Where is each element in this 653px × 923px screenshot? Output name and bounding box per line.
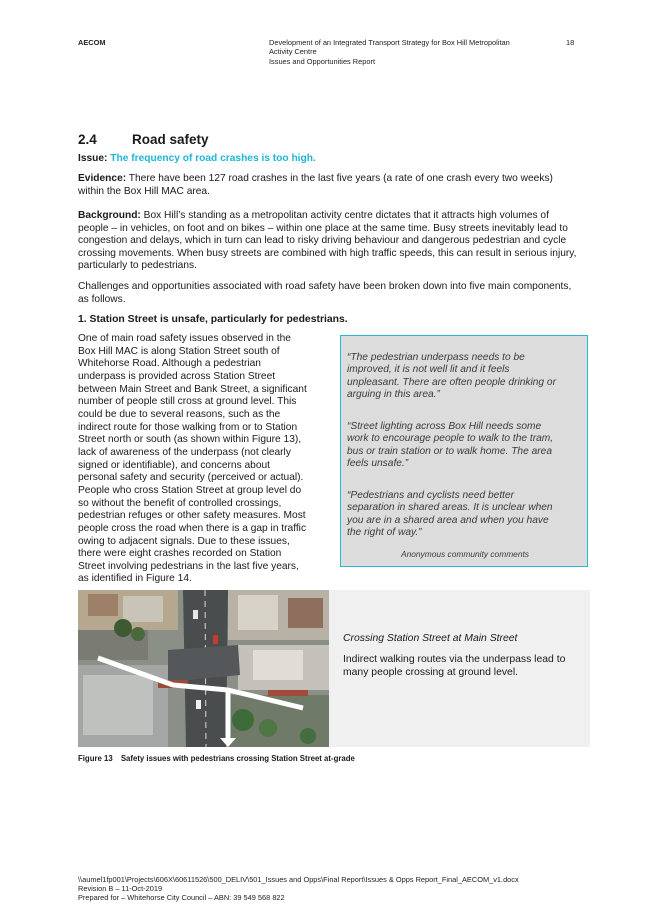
community-quote — [347, 421, 583, 471]
page-number: 18 — [566, 38, 575, 47]
paragraph-line: as identified in Figure 14. — [78, 573, 192, 585]
company-brand: AECOM — [78, 38, 106, 47]
paragraph-line: signed or identifiable), and concerns about — [78, 459, 270, 471]
paragraph-line: pedestrian refuges or other safety measures. Most — [78, 510, 306, 522]
quote-attribution: Anonymous community comments — [401, 549, 529, 559]
quote-line: you are in a shared area and when you have — [347, 514, 549, 526]
paragraph-line: number of people still cross at ground level. This — [78, 396, 297, 408]
section-number: 2.4 — [78, 132, 97, 147]
figure-label — [78, 754, 355, 763]
issue-label: Issue: — [78, 153, 108, 164]
evidence-text: There have been 127 road crashes in the last five years (a rate of one crash every two weeks) within the Box Hill MAC area. — [78, 173, 553, 197]
quote-line: “Pedestrians and cyclists need better — [347, 490, 515, 501]
quote-line: arguing in this area.” — [347, 389, 440, 401]
paragraph-line: Street north or south (as shown within Figure 13), — [78, 434, 302, 446]
figure-caption-title: Crossing Station Street at Main Street — [343, 633, 518, 644]
figure-number: Figure 13 — [78, 754, 113, 763]
quote-line: feels unsafe.” — [347, 458, 409, 470]
station-street-paragraph — [78, 333, 331, 586]
paragraph-line: could be due to several reasons, such as the — [78, 408, 281, 420]
paragraph-line: indirect route for those walking from or to Station — [78, 421, 298, 433]
background-paragraph — [78, 210, 578, 273]
paragraph-line: One of main road safety issues observed in the — [78, 333, 291, 344]
evidence-paragraph — [78, 173, 578, 198]
paragraph-line: so without the benefit of controlled crossings, — [78, 497, 282, 509]
paragraph-line: lack of awareness of the underpass (not clearly — [78, 446, 291, 458]
community-quote — [347, 490, 583, 540]
subsection-heading: 1. Station Street is unsafe, particularly for pedestrians. — [78, 314, 348, 325]
quote-line: separation in shared areas. It is unclear when — [347, 502, 553, 514]
footer-prepared-for: Prepared for – Whitehorse City Council – ABN: 39 549 568 822 — [78, 893, 285, 903]
section-title: Road safety — [132, 132, 209, 147]
background-text: Box Hill’s standing as a metropolitan activity centre dictates that it attracts high volumes of people – in vehicles, on foot and on bikes – within one place at the same time. Busy streets inevitably lead to congestion and delays, which in turn can lead to risky driving behaviour and dangerous pedestrian and cycle crossing movements. When busy streets are combined with high traffic speeds, this can result in serious injury, particularly to pedestrians. — [78, 210, 577, 272]
document-title — [269, 38, 539, 66]
community-quote — [347, 352, 583, 402]
footer-file-path: \\aumel1fp001\Projects\606X\60611526\500_DELIV\501_Issues and Opps\Final Report\Issues & Opps Report_Final_AECOM_v1.docx — [78, 875, 519, 884]
paragraph-line: between Main Street and Bank Street, a significant — [78, 383, 307, 395]
quote-line: work to encourage people to walk to the tram, — [347, 433, 554, 445]
document-title-line: Activity Centre — [269, 47, 317, 57]
document-title-line: Development of an Integrated Transport Strategy for Box Hill Metropolitan — [269, 38, 510, 47]
quote-line: “The pedestrian underpass needs to be — [347, 352, 525, 363]
community-quotes-box — [340, 335, 588, 567]
paragraph-line: underpass is provided across Station Street — [78, 370, 276, 382]
paragraph-line: Box Hill MAC is along Station Street south of — [78, 345, 280, 357]
aerial-photo — [78, 590, 329, 747]
paragraph-line: there were eight crashes recorded on Station — [78, 548, 282, 560]
caption-line: Indirect walking routes via the underpass lead to — [343, 654, 566, 665]
paragraph-line: Whitehorse Road. Although a pedestrian — [78, 358, 261, 370]
quote-line: unpleasant. There are often people drinking or — [347, 376, 556, 388]
quote-line: improved, it is not well lit and it feels — [347, 364, 510, 376]
quote-line: bus or train station or to walk home. The area — [347, 445, 552, 457]
footer-revision: Revision B – 11-Oct-2019 — [78, 884, 163, 894]
caption-line: many people crossing at ground level. — [343, 666, 519, 678]
paragraph-line: people cross the road when there is a gap in traffic — [78, 522, 307, 534]
figure-title: Safety issues with pedestrians crossing Station Street at-grade — [120, 754, 355, 763]
page-footer — [78, 875, 519, 903]
evidence-label: Evidence: — [78, 173, 127, 184]
document-title-line: Issues and Opportunities Report — [269, 56, 375, 66]
aerial-map-image — [78, 590, 329, 747]
paragraph-line: People who cross Station Street at group level do — [78, 484, 302, 496]
background-label: Background: — [78, 210, 141, 221]
paragraph-line: owing to adjacent signals. Due to these issues, — [78, 535, 290, 547]
quote-line: “Street lighting across Box Hill needs some — [347, 421, 542, 432]
paragraph-line: personal safety and security (perceived or actual). — [78, 472, 304, 484]
challenges-paragraph: Challenges and opportunities associated with road safety have been broken down into five main components, as follows. — [78, 281, 572, 305]
paragraph-line: Street involving pedestrians in the last five years, — [78, 560, 299, 572]
issue-highlight: The frequency of road crashes is too high. — [110, 153, 316, 164]
figure-caption-description — [343, 654, 583, 679]
issue-statement — [78, 153, 578, 166]
quote-line: the right of way.” — [347, 527, 422, 539]
